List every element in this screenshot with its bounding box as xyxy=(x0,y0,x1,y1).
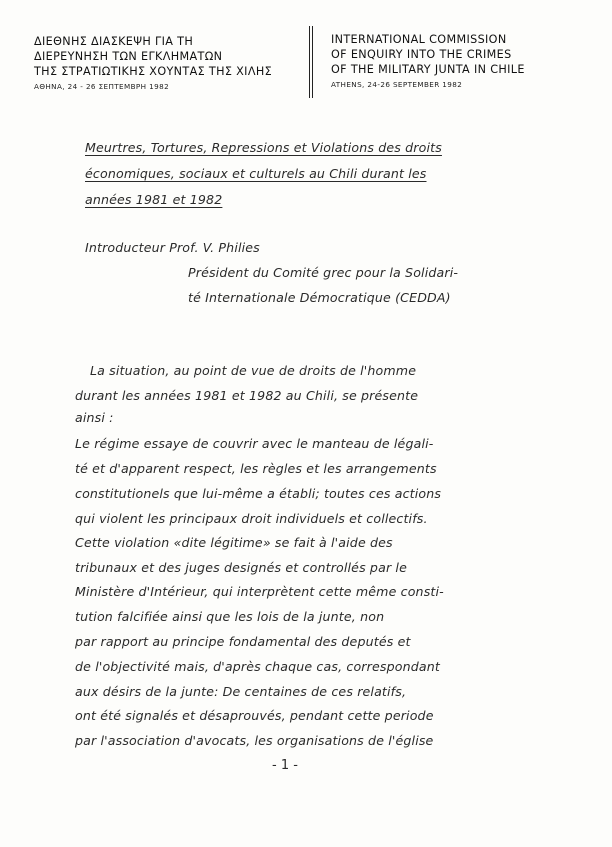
letterhead-divider xyxy=(309,26,310,98)
letterhead-greek xyxy=(34,34,279,91)
title-line: économiques, sociaux et culturels au Chili durant les xyxy=(85,166,427,181)
letterhead-english xyxy=(331,32,591,89)
letterhead-divider xyxy=(312,26,313,98)
letterhead-greek-line: ΤΗΣ ΣΤΡΑΤΙΩΤΙΚΗΣ ΧΟΥΝΤΑΣ ΤΗΣ ΧΙΛΗΣ xyxy=(34,65,273,78)
body-line: tribunaux et des juges designés et controllés par le xyxy=(75,560,407,575)
body-line: té et d'apparent respect, les règles et les arrangements xyxy=(75,461,437,476)
body-line: Le régime essaye de couvrir avec le manteau de légali- xyxy=(75,436,434,451)
body-line: durant les années 1981 et 1982 au Chili, se présente xyxy=(75,388,419,403)
body-line: aux désirs de la junte: De centaines de ces relatifs, xyxy=(75,684,407,699)
body-line: par l'association d'avocats, les organisations de l'église xyxy=(75,733,434,748)
letterhead-greek-line: ΔΙΕΡΕΥΝΗΣΗ ΤΩΝ ΕΓΚΛΗΜΑΤΩΝ xyxy=(34,50,223,63)
body-line: ont été signalés et désaprouvés, pendant cette periode xyxy=(75,708,434,723)
body-line: Cette violation «dite légitime» se fait à l'aide des xyxy=(75,535,393,550)
letterhead-english-date: ATHENS, 24-26 SEPTEMBER 1982 xyxy=(331,80,463,89)
letterhead-english-line: OF THE MILITARY JUNTA IN CHILE xyxy=(331,63,525,76)
title-line: Meurtres, Tortures, Repressions et Violations des droits xyxy=(85,140,442,155)
body-line: constitutionels que lui-même a établi; toutes ces actions xyxy=(75,486,442,501)
body-line: Ministère d'Intérieur, qui interprètent cette même consti- xyxy=(75,584,444,599)
page-number: - 1 - xyxy=(272,758,298,773)
body-line: qui violent les principaux droit individuels et collectifs. xyxy=(75,511,428,526)
letterhead-greek-date: ΑΘΗΝΑ, 24 - 26 ΣΕΠΤΕΜΒΡΗ 1982 xyxy=(34,82,170,91)
letterhead-greek-line: ΔΙΕΘΝΗΣ ΔΙΑΣΚΕΨΗ ΓΙΑ ΤΗ xyxy=(34,35,194,48)
introducer-line: Introducteur Prof. V. Philies xyxy=(85,240,260,255)
body-line: La situation, au point de vue de droits de l'homme xyxy=(90,363,417,378)
body-line: tution falcifiée ainsi que les lois de la junte, non xyxy=(75,609,385,624)
body-line: par rapport au principe fondamental des deputés et xyxy=(75,634,411,649)
title-line: années 1981 et 1982 xyxy=(85,192,223,207)
introducer-line: té Internationale Démocratique (CEDDA) xyxy=(188,290,451,305)
letterhead-english-line: OF ENQUIRY INTO THE CRIMES xyxy=(331,48,512,61)
introducer-line: Président du Comité grec pour la Solidari- xyxy=(188,265,459,280)
letterhead-english-line: INTERNATIONAL COMMISSION xyxy=(331,33,507,46)
body-line: ainsi : xyxy=(75,410,114,425)
body-line: de l'objectivité mais, d'après chaque cas, correspondant xyxy=(75,659,440,674)
